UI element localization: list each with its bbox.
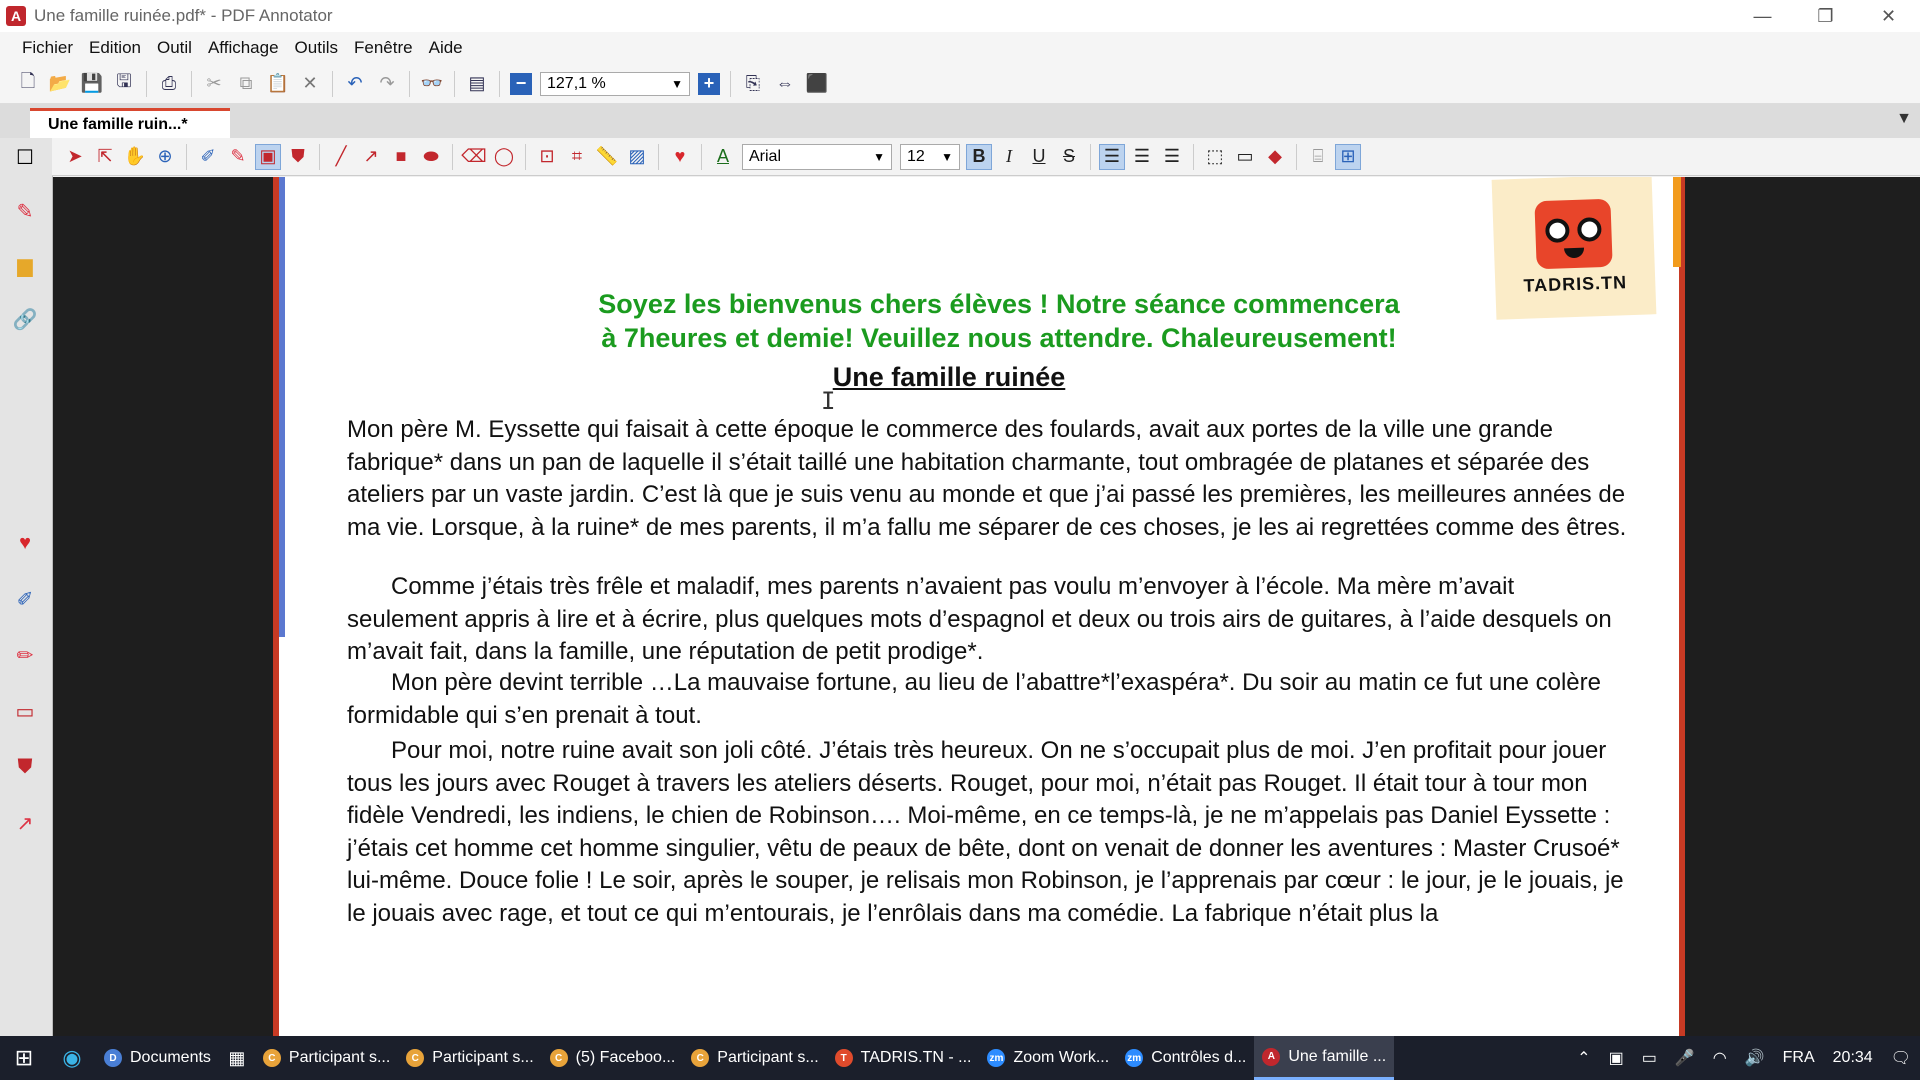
paragraph-4	[347, 735, 1627, 930]
snapshot-tool-icon[interactable]: ⊡	[539, 146, 555, 166]
toolbar-separator	[1090, 144, 1091, 170]
app-icon: D	[104, 1049, 122, 1067]
page-view-icon[interactable]: ☐	[16, 146, 34, 169]
zoom-level-select[interactable]	[540, 72, 690, 96]
title-bar	[0, 0, 1920, 32]
toolbar-separator	[452, 144, 453, 170]
save-as-icon[interactable]: 🖫	[116, 70, 132, 91]
minimize-button[interactable]: —	[1753, 5, 1772, 26]
ellipse-tool-icon[interactable]: ⬬	[423, 146, 439, 166]
chevron-down-icon: ▼	[873, 149, 885, 164]
menu-fichier[interactable]: Fichier	[22, 38, 74, 57]
zoom-icon: zm	[1125, 1049, 1143, 1067]
logo-text: TADRIS.TN	[1523, 271, 1628, 296]
annotation-toolbar	[52, 138, 1920, 176]
align-right-icon[interactable]: ☰	[1163, 146, 1181, 166]
tab-list-chevron-icon[interactable]: ▼	[1896, 110, 1912, 127]
zoom-level-value: 127,1 %	[547, 74, 606, 92]
paragraph-text: Mon père devint terrible …La mauvaise fortune, au lieu de l’abattre*l’exaspéra*. Du soir au matin ce fut une colère formidable qui s’en prenait à tout.	[347, 669, 1601, 729]
windows-start-icon[interactable]: ⊞	[14, 1045, 34, 1070]
toolbar-separator	[146, 71, 147, 97]
font-color-icon[interactable]: A	[716, 146, 729, 166]
taskbar-app-label: Contrôles d...	[1151, 1049, 1247, 1066]
insert-image-icon[interactable]: ▨	[628, 146, 646, 166]
fill-color-icon[interactable]: ◆	[1268, 146, 1282, 166]
edge-browser-icon[interactable]: ◉	[62, 1045, 82, 1070]
main-toolbar	[0, 64, 1920, 104]
text-box-icon[interactable]: ▭	[15, 700, 35, 723]
hand-pan-icon[interactable]: ✋	[123, 146, 147, 166]
toolbar-separator	[499, 71, 500, 97]
page-progress-strip	[279, 177, 285, 637]
select-arrow-icon[interactable]: ➤	[67, 146, 83, 166]
document-title: Une famille ruinée	[832, 362, 1066, 392]
greeting-line: à 7heures et demie! Veuillez nous attendre. Chaleureusement!	[601, 323, 1397, 353]
taskbar-app-chrome[interactable]	[255, 1036, 398, 1080]
font-family-value: Arial	[749, 147, 782, 165]
left-tool-panel	[0, 138, 53, 1036]
taskbar-app-zoom[interactable]	[979, 1036, 1117, 1080]
cut-icon[interactable]: ✂	[206, 73, 222, 93]
delete-icon[interactable]: ✕	[302, 73, 318, 93]
folder-icon[interactable]: ▆	[17, 254, 33, 277]
bold-button[interactable]: B	[966, 144, 992, 170]
border-style-icon[interactable]: ⬚	[1206, 146, 1224, 166]
auto-fit-icon[interactable]: ⊞	[1335, 144, 1361, 170]
zoom-tool-icon[interactable]: ⊕	[157, 146, 173, 166]
paragraph-text: Comme j’étais très frêle et maladif, mes parents n’avaient pas voulu m’envoyer à l’école. Ma mère m’avait seulement appris à lire et à écrire, plus quelques mots d’espagnol et deux ou trois airs de guitares, à l’aide desquels on m’avait fait, dans la famille, une réputation de petit prodige*.	[347, 573, 1612, 665]
paragraph-3	[347, 667, 1627, 732]
marker-icon[interactable]: ✏	[16, 644, 34, 667]
open-folder-icon[interactable]: 📂	[48, 73, 72, 93]
menu-outils[interactable]: Outils	[294, 38, 339, 57]
stamp-tool-icon[interactable]: ⛊	[291, 146, 305, 166]
toolbar-separator	[1193, 144, 1194, 170]
crop-tool-icon[interactable]: ⌗	[571, 146, 583, 166]
arrow-line-tool-icon[interactable]: ↗	[363, 146, 379, 166]
font-size-value: 12	[907, 147, 925, 165]
chrome-icon: C	[406, 1049, 424, 1067]
menu-affichage[interactable]: Affichage	[207, 38, 279, 57]
fit-width-icon[interactable]: ⇔	[776, 73, 794, 93]
font-family-select[interactable]	[742, 144, 892, 170]
strikethrough-button[interactable]: S	[1062, 146, 1075, 166]
tadris-logo	[1492, 177, 1657, 320]
favorites-heart-icon[interactable]: ♥	[674, 146, 686, 166]
fullscreen-icon[interactable]: ⬛	[805, 73, 829, 93]
toolbar-separator	[454, 71, 455, 97]
wifi-icon[interactable]: ◠	[1712, 1050, 1727, 1067]
favorite-heart-icon[interactable]: ♥	[19, 531, 31, 554]
align-left-icon[interactable]: ☰	[1099, 144, 1125, 170]
paragraph-2	[347, 571, 1627, 669]
toolbar-separator	[409, 71, 410, 97]
pdf-page[interactable]	[273, 177, 1685, 1036]
toolbar-separator	[525, 144, 526, 170]
stamp-icon[interactable]: ⛊	[17, 755, 33, 778]
paste-icon[interactable]: 📋	[266, 73, 290, 93]
copy-icon[interactable]: ⧉	[239, 73, 253, 93]
paragraph-text: Mon père M. Eyssette qui faisait à cette époque le commerce des foulards, avait aux portes de la ville une grande fabrique* dans un pan de laquelle il s’était taillé une habitation charmante, tout ombragée de platanes et séparée des ateliers par un vaste jardin. C’est là que je suis venu au monde et que j’ai passé les premières, les meilleures années de ma vie. Lorsque, à la ruine* de mes parents, il m’a fallu me séparer de ces choses, je les ai regrettées comme des êtres.	[347, 416, 1627, 541]
taskbar-app-label: TADRIS.TN - ...	[860, 1049, 972, 1066]
save-icon[interactable]: 💾	[80, 73, 104, 93]
paragraph-text: Pour moi, notre ruine avait son joli côté. J’étais très heureux. On ne s’occupait plus de moi. J’en profitait pour jouer tous les jours avec Rouget à travers les ateliers déserts. Rouget, pour moi, n’était pas Rouget. Il était tour à tour mon fidèle Vendredi, les indiens, le chien de Robinson…. Moi-même, en ce temps-là, je ne m’appelais pas Daniel Eyssette : j’étais cet homme cet homme singulier, vêtu de peaux de bête, dont on venait de donner les aventures : Master Crusoé* lui-même. Douce folie ! Le soir, après le souper, je relisais mon Robinson, je l’apprenais par cœur : le jour, je le jouais, je le jouais avec rage, et tout ce qui m’entourais, je l’enrôlais dans ma comédie. La fabrique n’était plus la	[347, 737, 1624, 927]
pen-tool-icon[interactable]: ✐	[200, 146, 216, 166]
fit-page-icon[interactable]: ⎘	[745, 73, 761, 93]
taskbar-app-label: Participant s...	[717, 1049, 819, 1066]
mascot-eye	[1577, 217, 1602, 242]
chevron-down-icon: ▼	[671, 76, 683, 91]
zoom-out-button[interactable]: −	[510, 73, 532, 95]
rectangle-tool-icon[interactable]: ■	[395, 146, 407, 166]
chrome-icon: C	[550, 1049, 568, 1067]
mascot-mouth	[1564, 247, 1584, 258]
microphone-icon[interactable]: 🎤	[1674, 1050, 1695, 1067]
system-tray	[1568, 1036, 1920, 1080]
chrome-icon: C	[263, 1049, 281, 1067]
attachment-clip-icon[interactable]: 🔗	[12, 308, 38, 331]
document-tab-bar	[0, 104, 1920, 138]
paragraph-1	[347, 414, 1627, 544]
windows-taskbar	[0, 1036, 1920, 1080]
taskbar-app-label: Participant s...	[288, 1049, 391, 1066]
italic-button[interactable]: I	[1006, 146, 1012, 166]
page-layout-icon[interactable]: ▤	[468, 73, 486, 93]
taskbar-app-label: Participant s...	[432, 1049, 534, 1066]
border-width-icon[interactable]: ▭	[1236, 146, 1254, 166]
typewriter-tool-icon[interactable]: ▣	[255, 144, 281, 170]
notification-icon[interactable]: 🗨	[1890, 1050, 1911, 1067]
chrome-icon: C	[691, 1049, 709, 1067]
line-tool-icon[interactable]: ╱	[335, 146, 347, 166]
toolbar-separator	[730, 71, 731, 97]
window-controls	[1731, 0, 1920, 32]
taskbar-app-chrome[interactable]	[542, 1036, 684, 1080]
volume-icon[interactable]: 🔊	[1744, 1050, 1765, 1067]
eraser-tool-icon[interactable]: ⌫	[461, 146, 487, 166]
print-icon[interactable]: ⎙	[161, 73, 177, 93]
taskbar-app-label: (5) Faceboo...	[575, 1049, 676, 1066]
text-cursor-icon: I	[821, 387, 836, 415]
toolbar-separator	[191, 71, 192, 97]
taskbar-app-documents[interactable]	[96, 1036, 219, 1080]
toolbar-separator	[658, 144, 659, 170]
document-tab[interactable]	[30, 108, 230, 138]
tadris-icon: T	[835, 1049, 853, 1067]
taskbar-app-label: Documents	[130, 1049, 211, 1066]
greeting-line: Soyez les bienvenus chers élèves ! Notre séance commencera	[598, 289, 1400, 319]
toolbar-separator	[701, 144, 702, 170]
clock-time[interactable]: 20:34	[1832, 1049, 1873, 1066]
font-size-select[interactable]	[900, 144, 960, 170]
battery-icon[interactable]: ▭	[1641, 1050, 1657, 1067]
toolbar-separator	[332, 71, 333, 97]
text-select-icon[interactable]: ⇱	[97, 146, 113, 166]
taskbar-app-label: Zoom Work...	[1013, 1049, 1110, 1066]
meet-now-icon[interactable]: ▣	[1608, 1050, 1624, 1067]
document-viewer[interactable]	[53, 177, 1920, 1036]
pen-annotation-icon[interactable]: ✎	[16, 200, 34, 223]
marker-tool-icon[interactable]: ✎	[230, 146, 246, 166]
underline-button[interactable]: U	[1032, 146, 1046, 166]
redo-icon[interactable]: ↷	[379, 73, 395, 93]
calculator-icon[interactable]: ▦	[228, 1047, 246, 1068]
pdf-annotator-icon: A	[1262, 1048, 1280, 1066]
taskbar-app-zoom-controls[interactable]	[1117, 1036, 1254, 1080]
taskbar-app-chrome[interactable]	[398, 1036, 541, 1080]
chevron-down-icon: ▼	[941, 149, 953, 164]
page-marker	[1673, 177, 1681, 267]
toolbar-separator	[319, 144, 320, 170]
lasso-tool-icon[interactable]: ◯	[493, 146, 515, 166]
input-language[interactable]: FRA	[1782, 1049, 1815, 1066]
taskbar-app-chrome[interactable]	[683, 1036, 826, 1080]
undo-icon[interactable]: ↶	[347, 73, 363, 93]
menu-fenetre[interactable]: Fenêtre	[354, 38, 413, 57]
zoom-icon: zm	[987, 1049, 1005, 1067]
mascot-face-icon	[1534, 198, 1612, 269]
toolbar-separator	[1296, 144, 1297, 170]
find-binoculars-icon[interactable]: 👓	[420, 73, 444, 93]
highlighter-icon[interactable]: ✐	[16, 588, 34, 611]
restore-button[interactable]: ❐	[1817, 5, 1834, 26]
zoom-in-button[interactable]: +	[698, 73, 720, 95]
pdf-annotator-icon: A	[6, 6, 26, 26]
menu-aide[interactable]: Aide	[428, 38, 463, 57]
window-title: Une famille ruinée.pdf* - PDF Annotator	[34, 6, 333, 25]
taskbar-app-tadris[interactable]	[827, 1036, 980, 1080]
taskbar-app-pdf-annotator[interactable]	[1254, 1036, 1394, 1080]
menu-outil[interactable]: Outil	[157, 38, 192, 57]
menu-bar	[0, 32, 1920, 64]
align-center-icon[interactable]: ☰	[1133, 146, 1151, 166]
new-document-icon[interactable]: 🗋	[20, 70, 36, 91]
taskbar-app-label: Une famille ...	[1288, 1047, 1387, 1065]
menu-edition[interactable]: Edition	[89, 38, 141, 57]
chevron-up-icon[interactable]: ⌃	[1577, 1050, 1591, 1067]
text-options-icon[interactable]: ⌸	[1312, 146, 1324, 166]
document-tab-label: Une famille ruin...*	[48, 115, 188, 133]
ruler-tool-icon[interactable]: 📏	[595, 146, 619, 166]
arrow-tool-icon[interactable]: ↗	[16, 812, 34, 835]
greeting-annotation[interactable]	[529, 287, 1469, 355]
toolbar-separator	[186, 144, 187, 170]
mascot-eye	[1545, 218, 1570, 243]
close-button[interactable]: ✕	[1880, 5, 1897, 26]
